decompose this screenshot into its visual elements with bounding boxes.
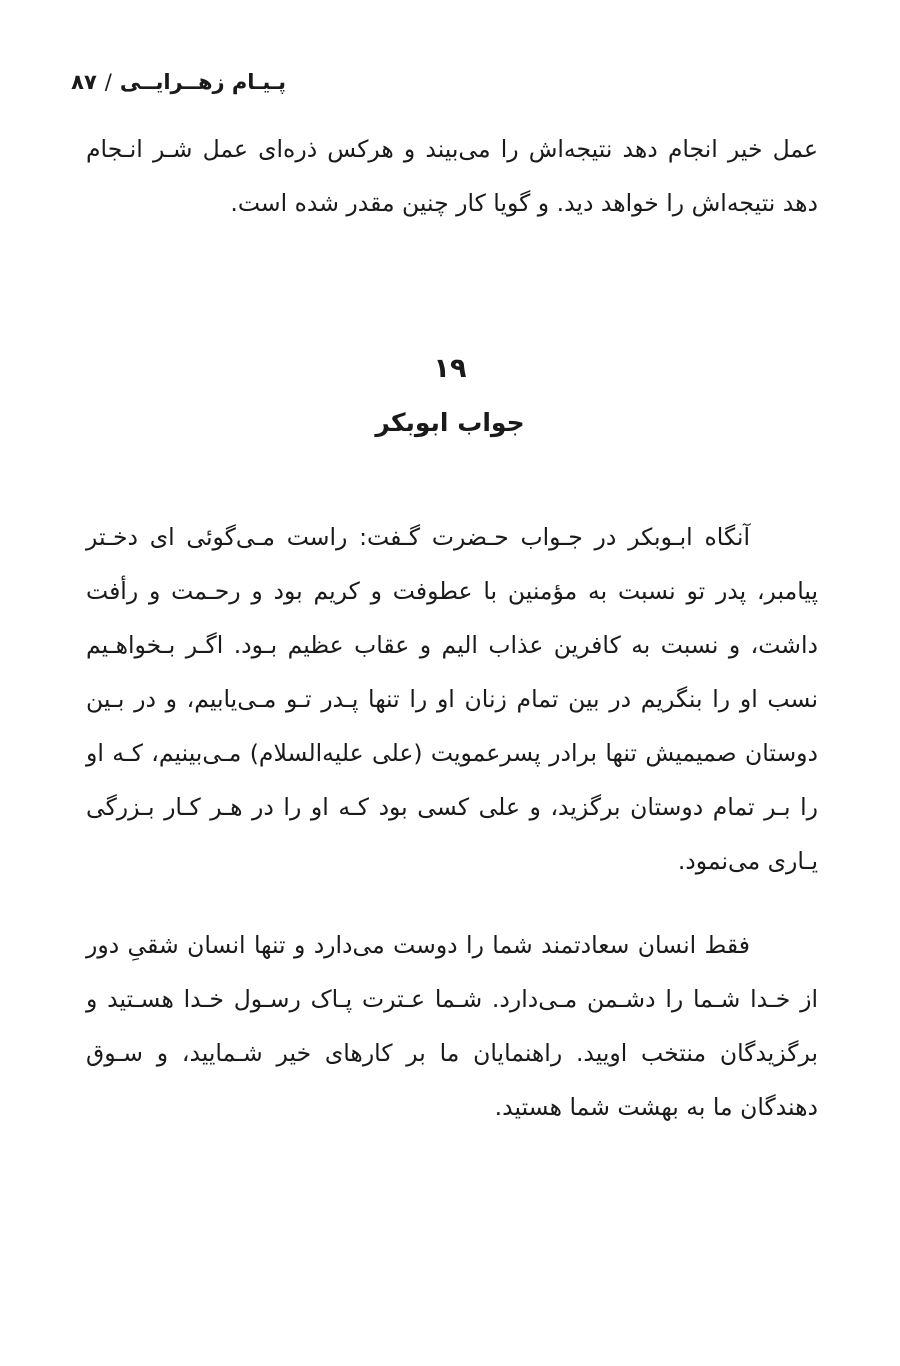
book-title: پـیـام زهــرایــی (119, 70, 286, 94)
intro-paragraph: عمل خیر انجام دهد نتیجه‌اش را می‌بیند و هرکس ذره‌ای عمل شـر انـجام دهد نتیجه‌اش را خواهد دید. و گویا کار چنین مقدر شده است. (86, 135, 818, 217)
section-number: ۱۹ (433, 353, 467, 384)
header-separator: / (104, 70, 112, 94)
page-number: ۸۷ (71, 70, 97, 94)
body-paragraph: آنگاه ابـوبکر در جـواب حـضرت گـفت: راست مـی‌گوئی ای دخـتر پیامبر، پدر تو نسبت به مؤمنین با عطوفت و کریم بود و رحـمت و رأفت داشت، و نسبت به کافرین عذاب الیم و عقاب عظیم بـود. اگـر بـخواهـیم نسب او را بنگریم در بین تمام زنان او را تنها پـدر تـو مـی‌یابیم، و در بـین دوستان صمیمیش تنها برادر پسرعمویت (علی علیه‌السلام) مـی‌بینیم، کـه او را بـر تمام دوستان برگزید، و علی کسی بود کـه او را در هـر کـار بـزرگی یـاری می‌نمود. (86, 523, 818, 875)
running-header (71, 66, 286, 98)
section-title: جواب ابوبکر (375, 408, 525, 437)
body-paragraph: فقط انسان سعادتمند شما را دوست می‌دارد و تنها انسان شقیِ دور از خـدا شـما را دشـمن مـی‌دارد. شـما عـترت پـاک رسـول خـدا هسـتید و برگزیدگان منتخب اویید. راهنمایان ما بر کارهای خیر شـمایید، و سـوق دهندگان ما به بهشت شما هستید. (86, 931, 818, 1121)
